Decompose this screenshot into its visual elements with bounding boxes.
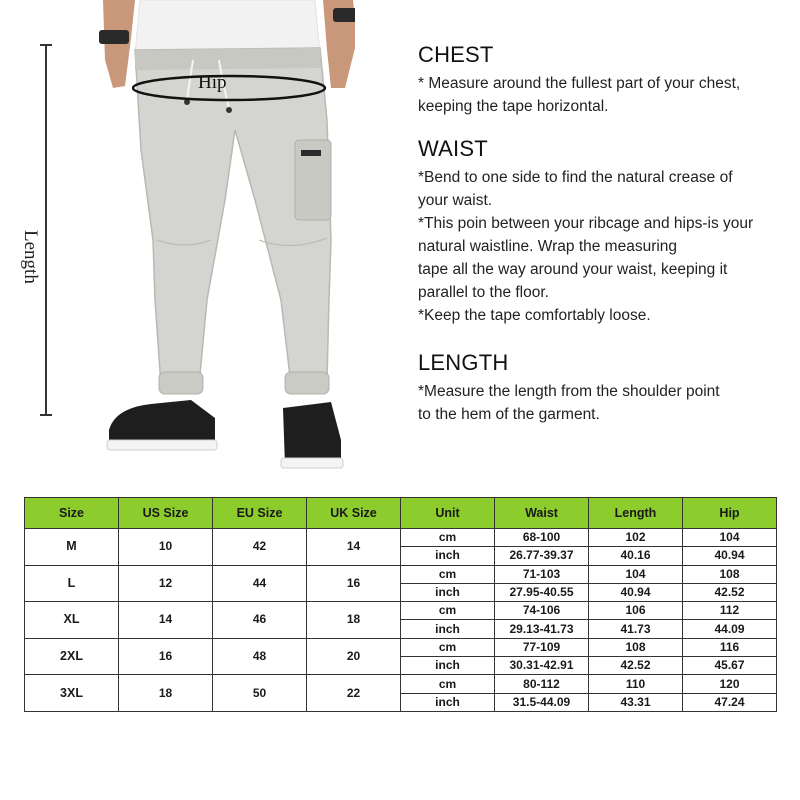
length-section: [418, 352, 790, 426]
unit-cell: inch: [401, 620, 495, 638]
chest-title: CHEST: [418, 42, 494, 67]
us-size-cell: 18: [119, 675, 213, 712]
length-cell: 106: [589, 602, 683, 620]
chest-line: keeping the tape horizontal.: [418, 98, 609, 115]
hip-label: Hip: [198, 72, 227, 93]
length-cell: 102: [589, 529, 683, 547]
waist-line: natural waistline. Wrap the measuring: [418, 238, 678, 255]
hip-cell: 44.09: [683, 620, 777, 638]
waist-cell: 68-100: [495, 529, 589, 547]
length-cell: 108: [589, 638, 683, 656]
us-size-cell: 14: [119, 602, 213, 639]
eu-size-cell: 42: [213, 529, 307, 566]
table-row: [25, 638, 777, 656]
waist-line: *This poin between your ribcage and hips-is your: [418, 215, 754, 232]
waist-cell: 31.5-44.09: [495, 693, 589, 711]
unit-cell: inch: [401, 583, 495, 601]
header-uk-size: UK Size: [307, 498, 401, 529]
waist-cell: 29.13-41.73: [495, 620, 589, 638]
header-waist: Waist: [495, 498, 589, 529]
length-title: LENGTH: [418, 350, 509, 375]
table-header-row: [25, 498, 777, 529]
header-length: Length: [589, 498, 683, 529]
length-cell: 104: [589, 565, 683, 583]
waist-cell: 77-109: [495, 638, 589, 656]
length-line: to the hem of the garment.: [418, 406, 600, 423]
length-cell: 42.52: [589, 657, 683, 675]
hip-cell: 112: [683, 602, 777, 620]
size-cell: M: [25, 529, 119, 566]
us-size-cell: 16: [119, 638, 213, 675]
table-row: [25, 675, 777, 693]
waist-section: [418, 138, 790, 327]
size-cell: 2XL: [25, 638, 119, 675]
waist-line: parallel to the floor.: [418, 284, 549, 301]
eu-size-cell: 46: [213, 602, 307, 639]
length-cell: 40.16: [589, 547, 683, 565]
uk-size-cell: 18: [307, 602, 401, 639]
unit-cell: inch: [401, 657, 495, 675]
waist-cell: 30.31-42.91: [495, 657, 589, 675]
waist-cell: 71-103: [495, 565, 589, 583]
table-row: [25, 565, 777, 583]
waist-line: tape all the way around your waist, keeping it: [418, 261, 728, 278]
hip-cell: 47.24: [683, 693, 777, 711]
size-cell: L: [25, 565, 119, 602]
eu-size-cell: 48: [213, 638, 307, 675]
hip-cell: 116: [683, 638, 777, 656]
size-cell: XL: [25, 602, 119, 639]
waist-line: *Keep the tape comfortably loose.: [418, 307, 651, 324]
eu-size-cell: 44: [213, 565, 307, 602]
unit-cell: cm: [401, 529, 495, 547]
hip-cell: 120: [683, 675, 777, 693]
hip-cell: 104: [683, 529, 777, 547]
length-label: Length: [20, 230, 41, 284]
unit-cell: cm: [401, 638, 495, 656]
unit-cell: inch: [401, 693, 495, 711]
length-cell: 40.94: [589, 583, 683, 601]
waist-cell: 80-112: [495, 675, 589, 693]
waist-cell: 74-106: [495, 602, 589, 620]
hip-cell: 40.94: [683, 547, 777, 565]
waist-line: your waist.: [418, 192, 493, 209]
header-eu-size: EU Size: [213, 498, 307, 529]
uk-size-cell: 22: [307, 675, 401, 712]
uk-size-cell: 14: [307, 529, 401, 566]
waist-title: WAIST: [418, 136, 488, 161]
waist-line: *Bend to one side to find the natural crease of: [418, 169, 733, 186]
unit-cell: cm: [401, 565, 495, 583]
header-unit: Unit: [401, 498, 495, 529]
unit-cell: cm: [401, 675, 495, 693]
waist-cell: 26.77-39.37: [495, 547, 589, 565]
eu-size-cell: 50: [213, 675, 307, 712]
length-cell: 43.31: [589, 693, 683, 711]
length-cell: 110: [589, 675, 683, 693]
size-cell: 3XL: [25, 675, 119, 712]
table-row: [25, 529, 777, 547]
length-cell: 41.73: [589, 620, 683, 638]
header-size: Size: [25, 498, 119, 529]
chest-line: * Measure around the fullest part of your chest,: [418, 75, 741, 92]
size-chart-table: [24, 497, 777, 712]
header-hip: Hip: [683, 498, 777, 529]
hip-cell: 45.67: [683, 657, 777, 675]
hip-cell: 42.52: [683, 583, 777, 601]
uk-size-cell: 16: [307, 565, 401, 602]
header-us-size: US Size: [119, 498, 213, 529]
uk-size-cell: 20: [307, 638, 401, 675]
hip-cell: 108: [683, 565, 777, 583]
us-size-cell: 10: [119, 529, 213, 566]
unit-cell: inch: [401, 547, 495, 565]
chest-section: [418, 44, 790, 118]
unit-cell: cm: [401, 602, 495, 620]
us-size-cell: 12: [119, 565, 213, 602]
length-line: *Measure the length from the shoulder point: [418, 383, 720, 400]
table-row: [25, 602, 777, 620]
waist-cell: 27.95-40.55: [495, 583, 589, 601]
